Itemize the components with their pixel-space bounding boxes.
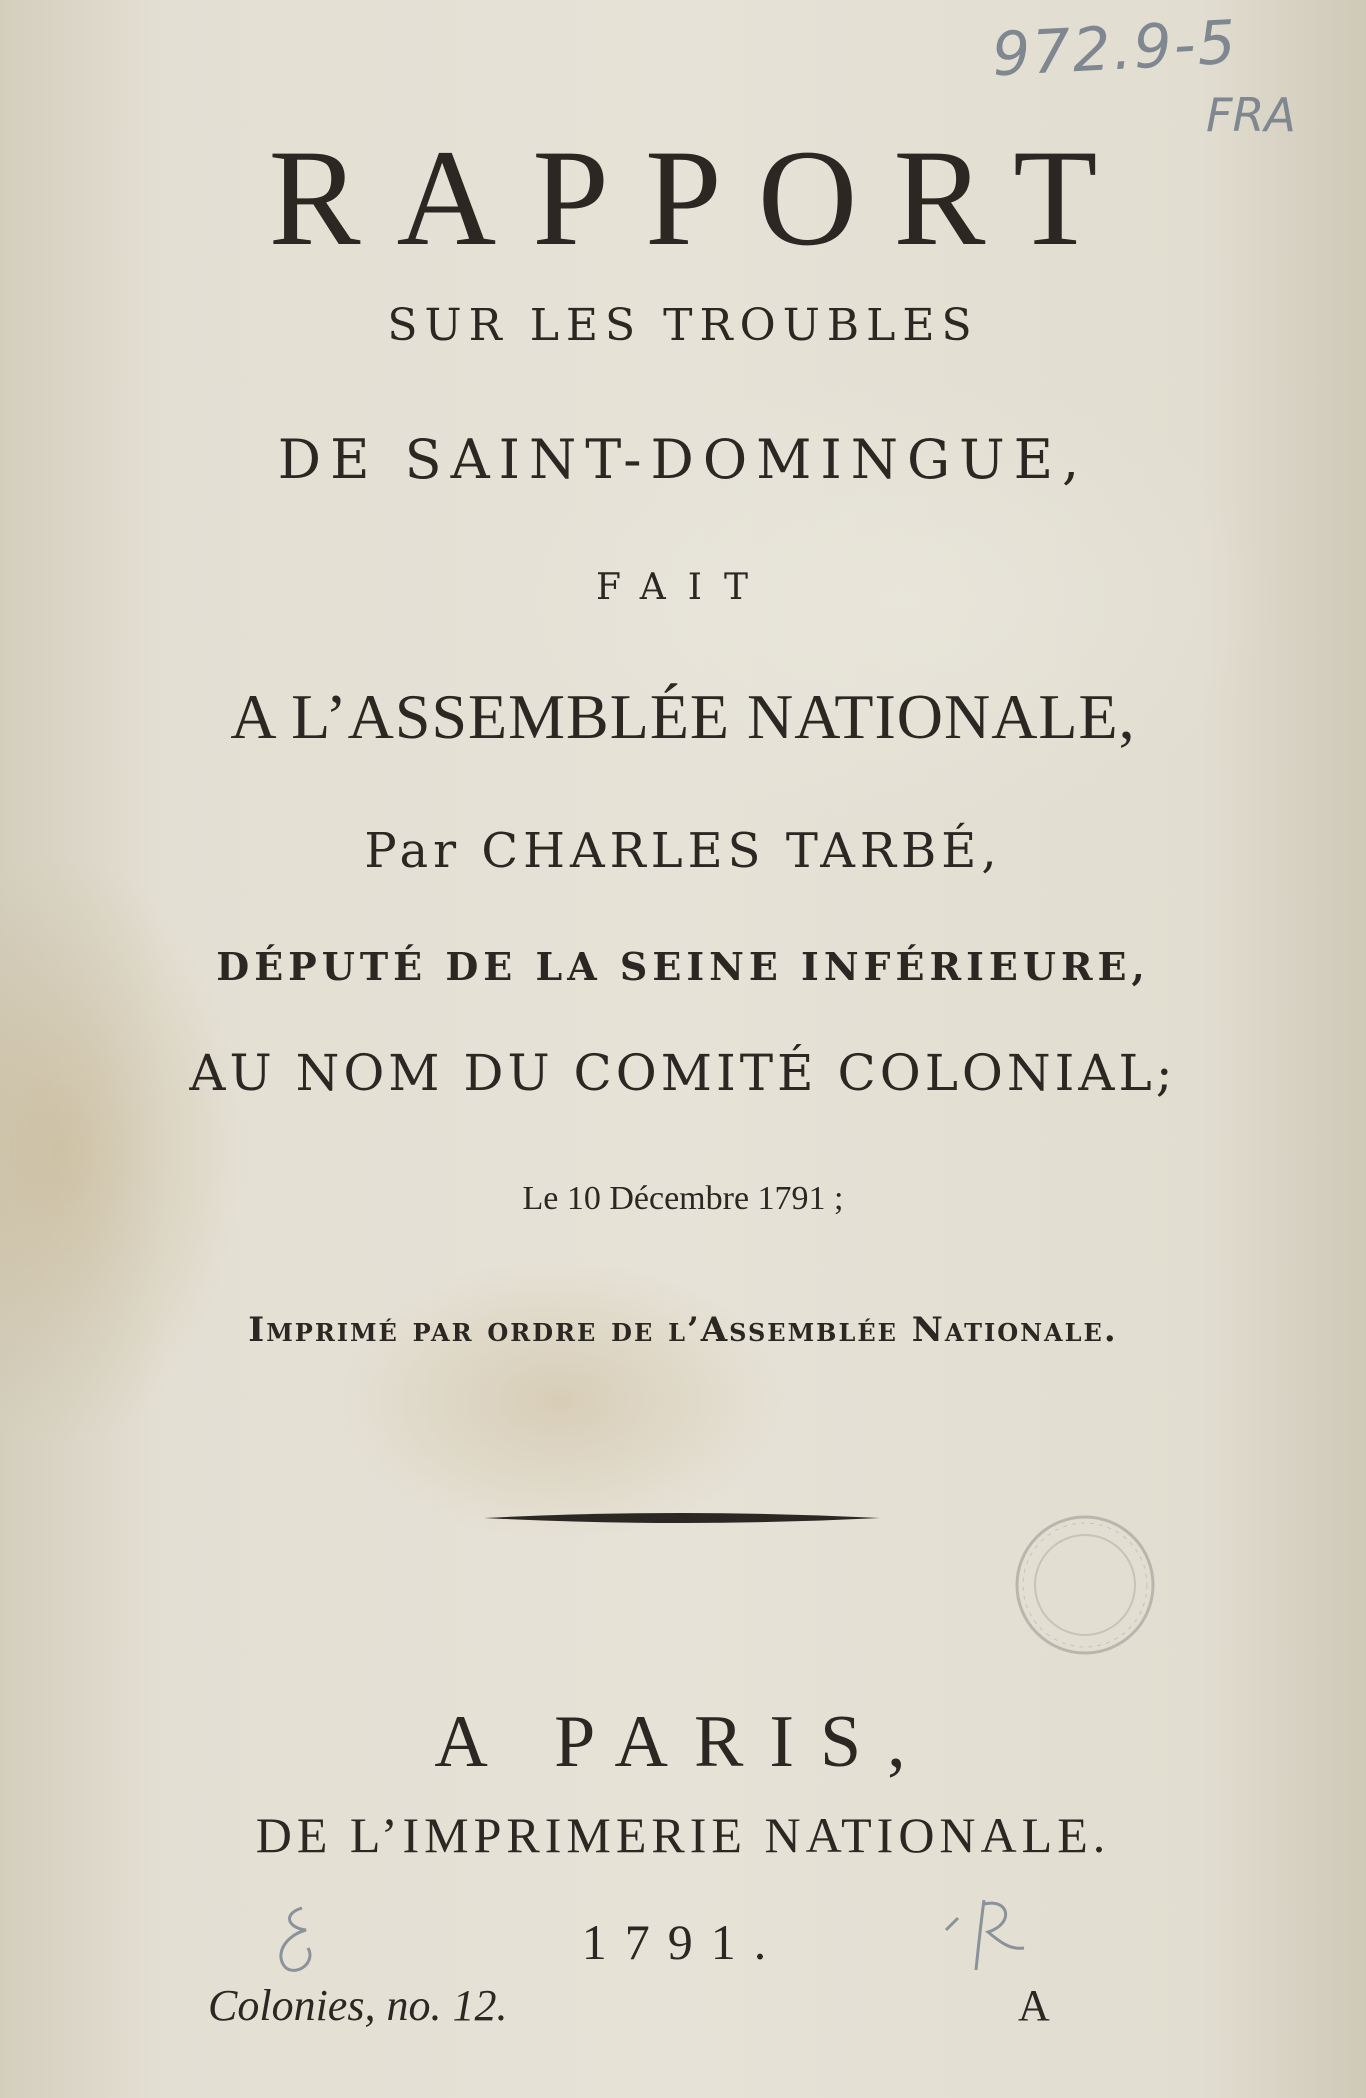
committee-line: AU NOM DU COMITÉ COLONIAL; — [189, 1044, 1177, 1102]
imprint-place: A PARIS, — [434, 1701, 932, 1783]
series-note: Colonies, no. 12. — [208, 1981, 508, 2030]
date-line: Le 10 Décembre 1791 ; — [522, 1180, 844, 1217]
subtitle-assemblee: A L’ASSEMBLÉE NATIONALE, — [230, 681, 1136, 752]
shelfmark-number: 972.9-5 — [990, 7, 1240, 91]
printing-order-line: Imprimé par ordre de l’Assemblée Nationale. — [248, 1310, 1118, 1350]
imprint-year: 1791. — [581, 1914, 785, 1970]
subtitle-fait: FAIT — [595, 567, 771, 608]
subtitle-de: DE SAINT-DOMINGUE, — [277, 428, 1089, 491]
page-title: RAPPORT — [268, 121, 1134, 274]
author-line: Par CHARLES TARBÉ, — [364, 823, 1002, 879]
author-role: DÉPUTÉ DE LA SEINE INFÉRIEURE, — [216, 944, 1150, 989]
signature-mark: A — [1018, 1981, 1050, 2030]
imprint-printer: DE L’IMPRIMERIE NATIONALE. — [255, 1807, 1111, 1863]
subtitle-sur: SUR LES TROUBLES — [387, 300, 979, 351]
shelfmark-code: FRA — [1206, 88, 1296, 142]
ornamental-rule — [482, 1510, 882, 1526]
pencil-mark-right — [940, 1890, 1030, 1980]
library-stamp — [1010, 1510, 1160, 1660]
pencil-mark-left — [262, 1900, 332, 1980]
